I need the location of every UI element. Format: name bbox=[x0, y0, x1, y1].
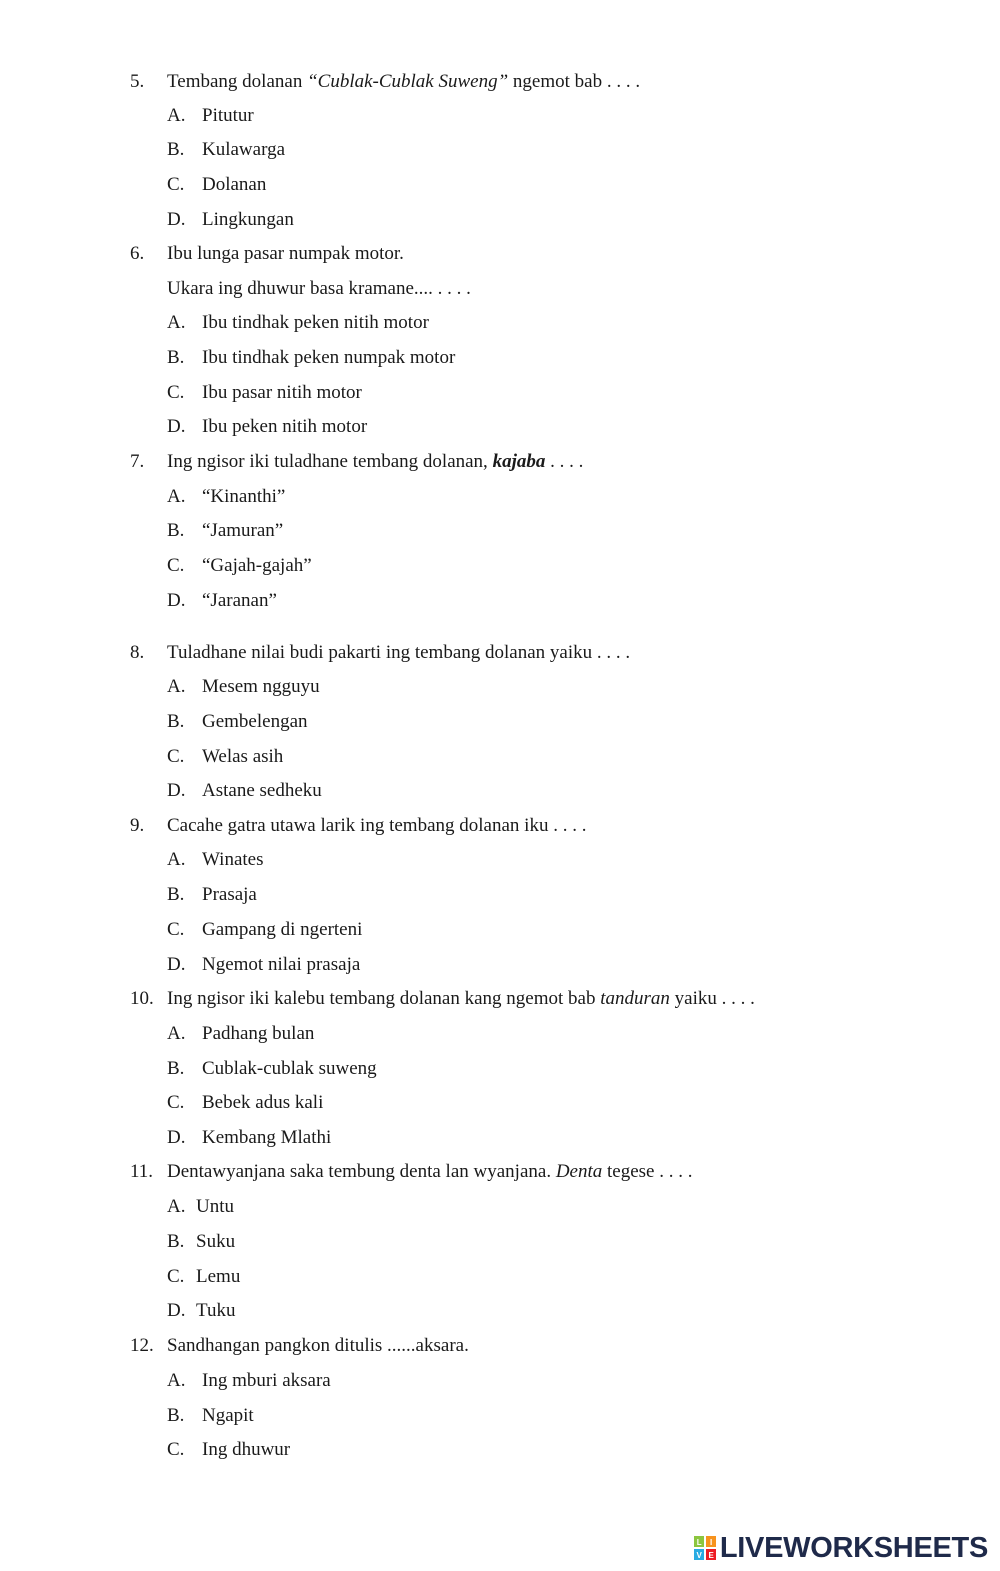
option-letter: C. bbox=[167, 555, 185, 576]
question-text bbox=[167, 450, 583, 474]
question-text-segment: Ibu lunga pasar numpak motor. bbox=[167, 243, 404, 264]
svg-text:V: V bbox=[696, 1551, 702, 1560]
question-text bbox=[167, 814, 586, 838]
option-letter: D. bbox=[167, 1127, 186, 1148]
option-letter: C. bbox=[167, 919, 185, 940]
question-number: 5. bbox=[130, 71, 145, 92]
option-text: Ing dhuwur bbox=[202, 1439, 291, 1460]
question-text-segment: “Cublak-Cublak Suweng” bbox=[307, 71, 509, 92]
svg-text:L: L bbox=[696, 1538, 702, 1547]
option-text: “Jamuran” bbox=[202, 520, 284, 541]
question-text-segment: Cacahe gatra utawa larik ing tembang dolanan iku . . . . bbox=[167, 815, 587, 836]
question-text bbox=[167, 987, 755, 1011]
liveworksheets-logo-text: LIVEWORKSHEETS bbox=[719, 1531, 988, 1564]
question-text bbox=[167, 641, 630, 665]
option-letter: B. bbox=[167, 1405, 185, 1426]
option-letter: A. bbox=[167, 849, 186, 870]
liveworksheets-logo-mark-icon bbox=[694, 1536, 716, 1560]
option-text: “Jaranan” bbox=[202, 590, 277, 611]
option-letter: C. bbox=[167, 1439, 185, 1460]
option-text: Ngemot nilai prasaja bbox=[202, 954, 361, 975]
option-text: Tuku bbox=[196, 1300, 236, 1321]
question-text bbox=[167, 1160, 693, 1184]
liveworksheets-logo bbox=[694, 1532, 988, 1564]
option-letter: A. bbox=[167, 105, 186, 126]
option-letter: D. bbox=[167, 209, 186, 230]
option-letter: A. bbox=[167, 1196, 186, 1217]
option-letter: A. bbox=[167, 1370, 186, 1391]
question-text-segment: Ing ngisor iki kalebu tembang dolanan kang ngemot bab bbox=[167, 988, 601, 1009]
option-letter: D. bbox=[167, 416, 186, 437]
option-letter: D. bbox=[167, 590, 186, 611]
question-number: 12. bbox=[130, 1335, 154, 1356]
option-text: Untu bbox=[196, 1196, 234, 1217]
question-number: 8. bbox=[130, 642, 145, 663]
option-text: Mesem ngguyu bbox=[202, 676, 320, 697]
option-letter: C. bbox=[167, 382, 185, 403]
option-letter: C. bbox=[167, 1092, 185, 1113]
option-text: Prasaja bbox=[202, 884, 257, 905]
question-number: 11. bbox=[130, 1161, 154, 1182]
question-text-segment: Ing ngisor iki tuladhane tembang dolanan, bbox=[167, 451, 493, 472]
option-text: Suku bbox=[196, 1231, 236, 1252]
question-text bbox=[167, 1334, 469, 1358]
option-letter: A. bbox=[167, 312, 186, 333]
option-text: Lingkungan bbox=[202, 209, 294, 230]
option-letter: D. bbox=[167, 954, 186, 975]
question-text-segment: kajaba bbox=[492, 451, 546, 472]
svg-text:E: E bbox=[708, 1551, 714, 1560]
option-letter: B. bbox=[167, 139, 185, 160]
question-text-segment: Tuladhane nilai budi pakarti ing tembang dolanan yaiku . . . . bbox=[167, 642, 631, 663]
question-number: 9. bbox=[130, 815, 145, 836]
question-text-segment: Dentawyanjana saka tembung denta lan wyanjana. bbox=[167, 1161, 556, 1182]
question-text-segment: tegese . . . . bbox=[602, 1161, 693, 1182]
option-text: Ibu tindhak peken numpak motor bbox=[202, 347, 456, 368]
option-text: Dolanan bbox=[202, 174, 267, 195]
option-letter: B. bbox=[167, 1231, 185, 1252]
svg-text:I: I bbox=[709, 1538, 712, 1547]
option-text: “Kinanthi” bbox=[202, 486, 286, 507]
question-text-segment: Tembang dolanan bbox=[167, 71, 308, 92]
question-text-segment: Sandhangan pangkon ditulis ......aksara. bbox=[167, 1335, 469, 1356]
option-text: Astane sedheku bbox=[202, 780, 322, 801]
option-text: Ibu tindhak peken nitih motor bbox=[202, 312, 429, 333]
option-letter: D. bbox=[167, 780, 186, 801]
option-text: Pitutur bbox=[202, 105, 254, 126]
option-letter: B. bbox=[167, 884, 185, 905]
option-letter: B. bbox=[167, 347, 185, 368]
option-text: Kulawarga bbox=[202, 139, 286, 160]
question-text-segment: Denta bbox=[555, 1161, 603, 1182]
option-text: Ngapit bbox=[202, 1405, 254, 1426]
option-text: Gembelengan bbox=[202, 711, 308, 732]
option-text: “Gajah-gajah” bbox=[202, 555, 312, 576]
option-letter: A. bbox=[167, 486, 186, 507]
option-text: Ing mburi aksara bbox=[202, 1370, 331, 1391]
question-subline-text: Ukara ing dhuwur basa kramane.... . . . . bbox=[167, 278, 471, 299]
question-text bbox=[167, 242, 404, 266]
option-letter: B. bbox=[167, 520, 185, 541]
question-text-segment: tanduran bbox=[600, 988, 670, 1009]
option-letter: A. bbox=[167, 676, 186, 697]
question-number: 10. bbox=[130, 988, 154, 1009]
option-letter: A. bbox=[167, 1023, 186, 1044]
option-text: Welas asih bbox=[202, 746, 284, 767]
option-text: Kembang Mlathi bbox=[202, 1127, 332, 1148]
option-text: Bebek adus kali bbox=[202, 1092, 324, 1113]
option-text: Padhang bulan bbox=[202, 1023, 315, 1044]
option-text: Lemu bbox=[196, 1266, 241, 1287]
question-text-segment: yaiku . . . . bbox=[669, 988, 755, 1009]
option-text: Ibu peken nitih motor bbox=[202, 416, 368, 437]
question-number: 6. bbox=[130, 243, 145, 264]
question-number: 7. bbox=[130, 451, 145, 472]
option-letter: C. bbox=[167, 174, 185, 195]
question-text-segment: ngemot bab . . . . bbox=[508, 71, 641, 92]
option-letter: D. bbox=[167, 1300, 186, 1321]
option-text: Winates bbox=[202, 849, 264, 870]
option-text: Gampang di ngerteni bbox=[202, 919, 363, 940]
option-letter: C. bbox=[167, 746, 185, 767]
question-text-segment: . . . . bbox=[545, 451, 584, 472]
option-text: Cublak-cublak suweng bbox=[202, 1058, 377, 1079]
option-letter: B. bbox=[167, 711, 185, 732]
option-letter: C. bbox=[167, 1266, 185, 1287]
option-text: Ibu pasar nitih motor bbox=[202, 382, 362, 403]
option-letter: B. bbox=[167, 1058, 185, 1079]
question-text bbox=[167, 70, 640, 94]
